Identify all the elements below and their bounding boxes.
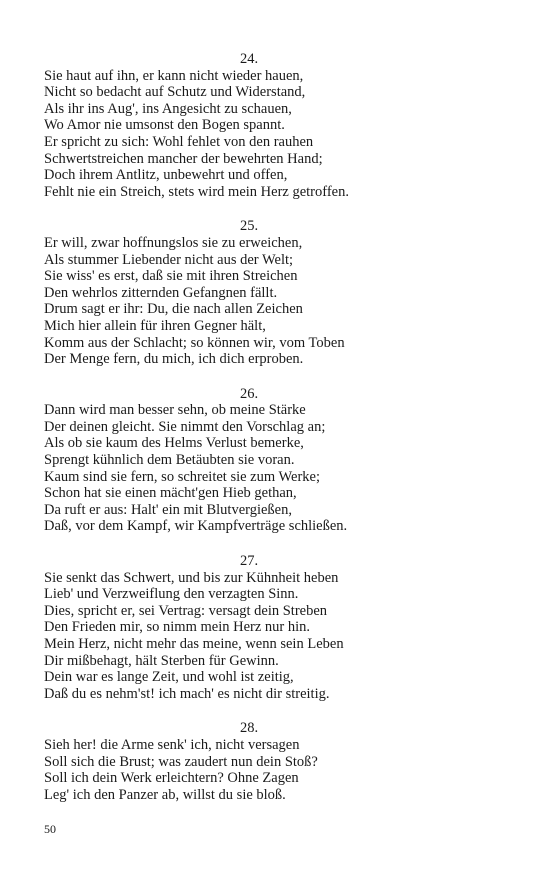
verse-line: Den Frieden mir, so nimm mein Herz nur hin.: [44, 619, 311, 636]
stanza-25: [44, 218, 514, 367]
page-number: 50: [44, 822, 56, 836]
verse-line: Schwertstreichen mancher der bewehrten Hand;: [44, 150, 323, 167]
verse-line: Dir mißbehagt, hält Sterben für Gewinn.: [44, 652, 279, 669]
verse-line: Mein Herz, nicht mehr das meine, wenn sein Leben: [44, 636, 344, 652]
verse-line: Dein war es lange Zeit, und wohl ist zeitig,: [44, 669, 294, 686]
verse-line: Dies, spricht er, sei Vertrag: versagt dein Streben: [44, 602, 328, 619]
stanza-28: [44, 720, 514, 803]
stanza-number: 25.: [239, 218, 259, 235]
verse-line: Komm aus der Schlacht; so können wir, vom Toben: [44, 334, 345, 351]
poem-page: [44, 51, 514, 821]
verse-line: Kaum sind sie fern, so schreitet sie zum Werke;: [44, 468, 321, 485]
verse-line: Doch ihrem Antlitz, unbewehrt und offen,: [44, 167, 288, 184]
verse-line: Da ruft er aus: Halt' ein mit Blutvergießen,: [44, 501, 292, 518]
stanza-26: [44, 386, 514, 535]
verse-line: Als stummer Liebender nicht aus der Welt;: [44, 251, 294, 268]
verse-line: Den wehrlos zitternden Gefangnen fällt.: [44, 284, 278, 301]
verse-line: Schon hat sie einen mächt'gen Hieb gethan,: [44, 485, 297, 502]
stanza-number: 27.: [239, 553, 259, 570]
verse-line: Soll sich die Brust; was zaudert nun dein Stoß?: [44, 753, 318, 770]
verse-line: Sieh her! die Arme senk' ich, nicht versagen: [44, 736, 300, 753]
stanza-number: 28.: [239, 720, 259, 737]
verse-line: Daß du es nehm'st! ich mach' es nicht dir streitig.: [44, 685, 330, 702]
verse-line: Mich hier allein für ihren Gegner hält,: [44, 317, 266, 334]
verse-line: Dann wird man besser sehn, ob meine Stärke: [44, 402, 306, 419]
verse-line: Fehlt nie ein Streich, stets wird mein Herz getroffen.: [44, 183, 349, 200]
verse-line: Er will, zwar hoffnungslos sie zu erweichen,: [44, 234, 303, 251]
stanza-number: 24.: [239, 51, 259, 67]
verse-line: Nicht so bedacht auf Schutz und Widerstand,: [44, 84, 306, 101]
verse-line: Der Menge fern, du mich, ich dich erproben.: [44, 351, 304, 368]
stanza-27: [44, 553, 514, 702]
verse-line: Sie senkt das Schwert, und bis zur Kühnheit heben: [44, 569, 339, 586]
verse-line: Leg' ich den Panzer ab, willst du sie bloß.: [44, 786, 286, 803]
verse-line: Sie wiss' es erst, daß sie mit ihren Streichen: [44, 268, 298, 285]
verse-line: Sprengt kühnlich dem Betäubten sie voran.: [44, 452, 295, 469]
verse-line: Er spricht zu sich: Wohl fehlet von den rauhen: [44, 133, 314, 150]
verse-line: Drum sagt er ihr: Du, die nach allen Zeichen: [44, 301, 303, 318]
verse-line: Als ihr ins Aug', ins Angesicht zu schauen,: [44, 100, 292, 117]
verse-line: Wo Amor nie umsonst den Bogen spannt.: [44, 117, 285, 134]
verse-line: Lieb' und Verzweiflung den verzagten Sinn.: [44, 586, 299, 603]
verse-line: Als ob sie kaum des Helms Verlust bemerke,: [44, 435, 304, 452]
verse-line: Soll ich dein Werk erleichtern? Ohne Zagen: [44, 770, 299, 787]
stanza-24: [44, 51, 514, 200]
verse-line: Sie haut auf ihn, er kann nicht wieder hauen,: [44, 67, 304, 84]
verse-line: Daß, vor dem Kampf, wir Kampfverträge schließen.: [44, 518, 348, 535]
verse-line: Der deinen gleicht. Sie nimmt den Vorschlag an;: [44, 418, 326, 435]
stanza-number: 26.: [239, 385, 259, 402]
